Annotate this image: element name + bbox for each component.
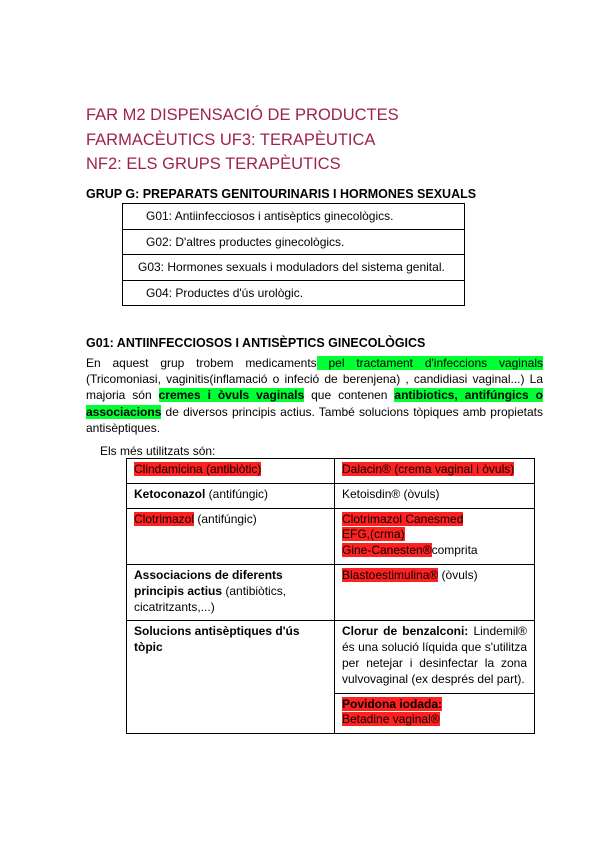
grup-table (122, 203, 465, 306)
table-row (127, 483, 535, 508)
active-ingredient: Ketoconazol (134, 486, 206, 501)
brand-name: Clotrimazol Canesmed (342, 511, 464, 526)
brand-name: EFG,(crma) (342, 527, 405, 542)
brand-suffix: comprita (431, 543, 478, 558)
brand-cell (335, 621, 535, 693)
grup-row-g03: G03: Hormones sexuals i moduladors del sistema genital. (123, 255, 465, 281)
para-text-4: de diversos principis actius. També solucions tòpiques amb propietats antisèptiques. (86, 404, 543, 435)
brand-name: Betadine vaginal® (342, 712, 440, 727)
benzalconi-description: Lindemil® és una solució líquida que s'utilitza per netejar i desinfectar la zona vulvovaginal (ex després del part). (342, 624, 527, 686)
benzalconi-name: Clorur de benzalconi: (342, 624, 469, 639)
brand-cell (335, 508, 535, 564)
grup-heading: GRUP G: PREPARATS GENITOURINARIS I HORMONES SEXUALS (86, 187, 477, 201)
para-text-2: (Tricomoniasi, vaginitis(inflamació o infeció de berenjena) , candidiasi vaginal...) La majoria són (86, 372, 543, 403)
table-row (123, 204, 465, 230)
table-row (127, 621, 535, 693)
brand-suffix: (òvuls) (438, 567, 478, 582)
brand-name: Ketoisdin® (òvuls) (342, 486, 440, 501)
product-cell (127, 459, 335, 484)
product-cell (127, 483, 335, 508)
table-row (123, 229, 465, 255)
products-table (126, 458, 535, 734)
table-row (127, 508, 535, 564)
title-line-1: FAR M2 DISPENSACIÓ DE PRODUCTES (86, 106, 399, 124)
ingredient-detail: (antibiòtics, cicatritzants,...) (134, 583, 287, 614)
product-cell (127, 564, 335, 620)
active-ingredient: Clindamicina (134, 462, 203, 476)
active-ingredient: Associacions de diferents principis actius (134, 567, 283, 598)
brand-cell (335, 693, 535, 734)
ingredient-type: (antifúngic) (194, 511, 257, 526)
active-ingredient: Solucions antisèptiques d'ús tòpic (134, 624, 300, 655)
product-cell (127, 621, 335, 734)
product-cell (127, 508, 335, 564)
para-text-3: que contenen (304, 388, 395, 403)
active-ingredient: Clotrimazol (134, 511, 195, 526)
table-row (127, 564, 535, 620)
document-title (86, 103, 526, 177)
brand-name: Blastoestimulina® (342, 567, 439, 582)
ingredient-type: (antibiòtic) (202, 462, 262, 476)
grup-row-g01: G01: Antiinfecciosos i antisèptics ginecològics. (123, 204, 465, 230)
table-row (127, 459, 535, 484)
section-heading: G01: ANTIINFECCIOSOS I ANTISÈPTICS GINECOLÒGICS (86, 336, 426, 350)
table-row (123, 280, 465, 306)
para-highlight-infeccions: pel tractament d'infeccions vaginals (316, 356, 543, 370)
table-row (123, 255, 465, 281)
grup-row-g02: G02: D'altres productes ginecològics. (123, 229, 465, 255)
title-line-3: NF2: ELS GRUPS TERAPÈUTICS (86, 155, 341, 173)
brand-name: Dalacin® (crema vaginal i òvuls) (342, 462, 515, 476)
section-paragraph (86, 355, 543, 436)
brand-cell (335, 459, 535, 484)
title-line-2: FARMACÈUTICS UF3: TERAPÈUTICA (86, 130, 376, 149)
para-highlight-antibiotics: antibiotics, antifúngics o associacions (86, 388, 543, 419)
brand-cell (335, 483, 535, 508)
brand-cell (335, 564, 535, 620)
para-text-1: En aquest grup trobem medicaments (86, 356, 317, 370)
intro-text: Els més utilitzats són: (100, 444, 216, 458)
para-highlight-cremes: cremes i òvuls vaginals (158, 388, 305, 403)
grup-row-g04: G04: Productes d'ús urològic. (123, 280, 465, 306)
brand-name: Gine-Canesten® (342, 543, 432, 558)
povidona-name: Povidona iodada: (342, 696, 443, 711)
ingredient-type: (antifúngic) (205, 486, 269, 501)
